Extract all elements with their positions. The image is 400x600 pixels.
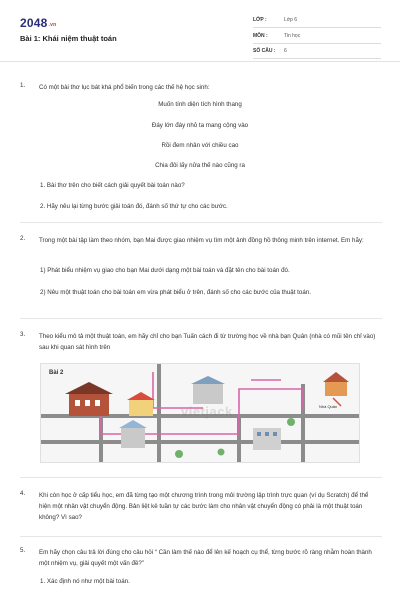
route-map-figure [40, 363, 360, 463]
worksheet-meta [253, 14, 381, 61]
question-divider [20, 222, 382, 223]
page-title: Bài 1: Khái niệm thuật toán [20, 34, 117, 43]
question-text: Em hãy chọn câu trả lời đúng cho câu hỏi “ Cần làm thế nào để lên kế hoạch cụ thể, từng bước rõ ràng nhằm hoàn thành một nhiệm vụ, giải quyết một vấn đề?” [39, 549, 372, 567]
building-apartments [253, 428, 281, 450]
building-office [191, 376, 225, 404]
building-shop [127, 392, 155, 416]
poem-line-3: Rồi đem nhân với chiều cao [161, 142, 239, 149]
question-part: 1. Xác định nó như một bài toán. [40, 578, 130, 585]
question-number: 1. [20, 82, 26, 89]
question-divider [20, 477, 382, 478]
poem-line-4: Chia đôi lấy nửa thế nào cũng ra [155, 162, 245, 169]
question-part: 1) Phát biểu nhiệm vụ giao cho bạn Mai dưới dạng một bài toán và đặt tên cho bài toán đó. [40, 267, 290, 274]
question-text: Theo kiểu mô tả một thuật toán, em hãy chỉ cho bạn Tuấn cách đi từ trường học về nhà bạn Quân (nhà có mũi tên chỉ vào) sau khi quan sát hình trên [39, 333, 376, 351]
question-number: 4. [20, 490, 26, 497]
question-text: Trong một bài tập làm theo nhóm, bạn Mai được giao nhiệm vụ tìm một ảnh đồng hồ thông minh trên internet. Em hãy: [39, 237, 364, 244]
question-text: Có một bài thơ lục bát khá phổ biến trong các thế hệ học sinh: [39, 84, 210, 91]
building-house-2 [119, 420, 147, 448]
question-divider [20, 536, 382, 537]
question-part: 2. Hãy nêu lại từng bước giải toán đó, đánh số thứ tự cho các bước. [40, 203, 228, 210]
question-text: Khi còn học ở cấp tiểu học, em đã từng tạo một chương trình trong môi trường lập trình trực quan (ví dụ Scratch) để thể hiện một nhân vật chuyển động. Bản liệt kê tuần tự các bước làm cho nhân vật chuyển động có phải là một thuật toán không? Vì sao? [39, 492, 369, 521]
poem-line-1: Muốn tính diện tích hình thang [158, 101, 242, 108]
home-label: Nhà Quân [319, 404, 338, 409]
building-quan-home [323, 372, 349, 396]
figure-label: Bài 2 [49, 370, 64, 376]
meta-row-subject: MÔN : Tin học [253, 30, 381, 44]
question-number: 5. [20, 547, 26, 554]
watermark: vietjack [181, 404, 233, 419]
question-number: 3. [20, 331, 26, 338]
building-school [65, 382, 113, 416]
meta-row-count: SỐ CÂU : 6 [253, 45, 381, 59]
question-part: 1. Bài thơ trên cho biết cách giải quyết bài toán nào? [40, 182, 185, 189]
question-divider [20, 318, 382, 319]
worksheet-header [0, 0, 400, 62]
question-part: 2) Nêu một thuật toán cho bài toán em vừa phát biểu ở trên, đánh số cho các bước của thuật toán. [40, 289, 311, 296]
question-number: 2. [20, 235, 26, 242]
poem-line-2: Đáy lớn đáy nhỏ ta mang cộng vào [151, 122, 249, 129]
site-logo[interactable]: $2048^{.vn}$ [20, 16, 57, 30]
meta-row-grade: LỚP : Lớp 6 [253, 14, 381, 28]
